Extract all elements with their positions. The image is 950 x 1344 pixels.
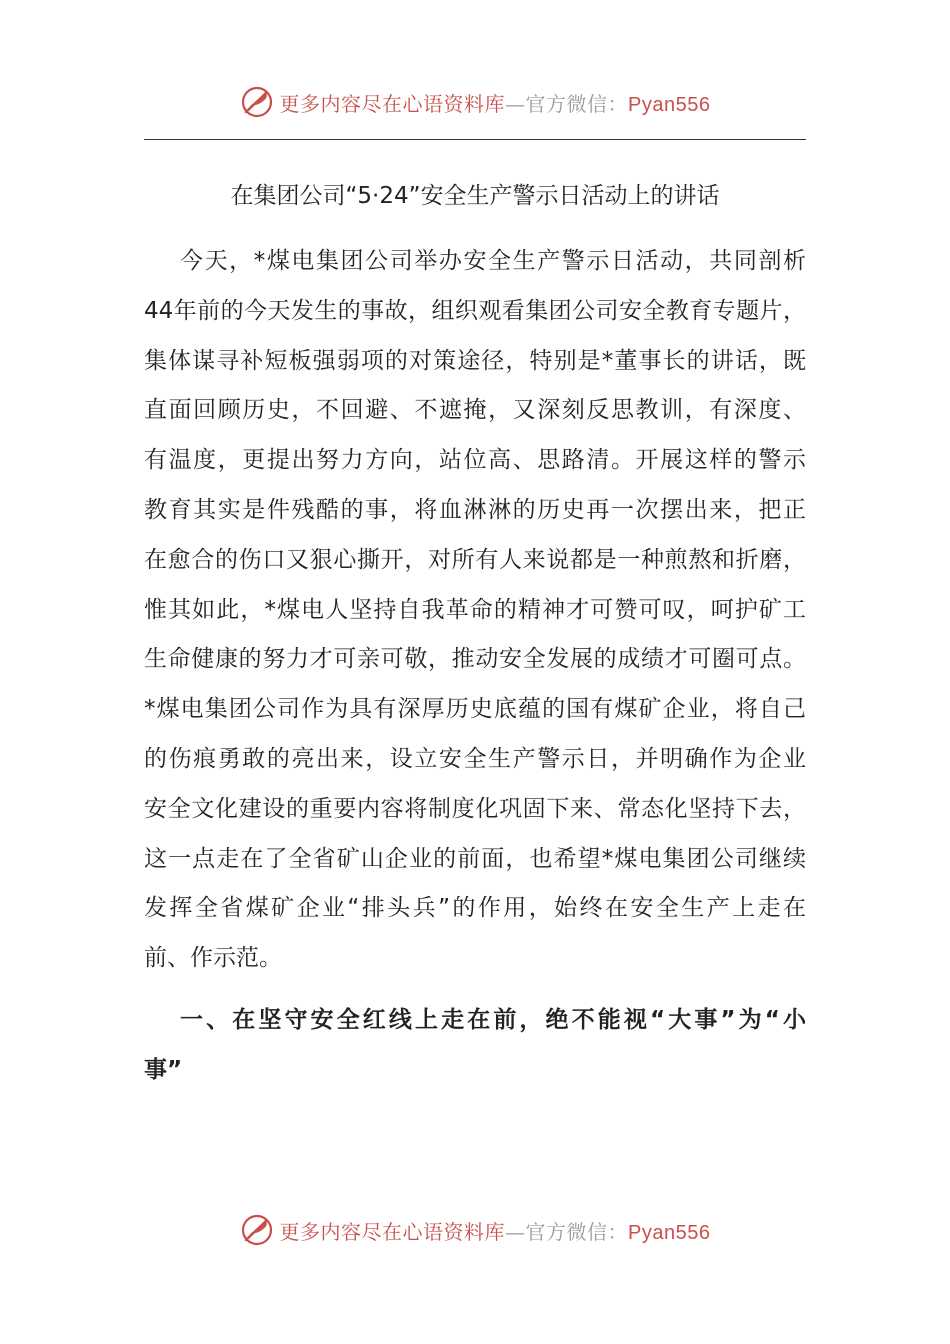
banner-label: 官方微信： xyxy=(525,91,629,116)
body-paragraph xyxy=(144,237,806,984)
wechat-id: Pyan556 xyxy=(628,93,711,116)
paragraph-line: 生命健康的努力才可亲可敬，推动安全发展的成绩才可圈可点。 xyxy=(144,646,806,673)
paragraph-line: 的伤痕勇敢的亮出来，设立安全生产警示日，并明确作为企业 xyxy=(144,745,806,772)
header-banner xyxy=(0,82,950,122)
wechat-id: Pyan556 xyxy=(628,1221,711,1244)
paragraph-line: 集体谋寻补短板强弱项的对策途径，特别是*董事长的讲话，既 xyxy=(144,347,806,374)
paragraph-line: 惟其如此，*煤电人坚持自我革命的精神才可赞可叹，呵护矿工 xyxy=(144,596,806,623)
paragraph-line: *煤电集团公司作为具有深厚历史底蕴的国有煤矿企业，将自己 xyxy=(144,696,806,723)
quill-pen-logo-icon xyxy=(240,1213,274,1247)
header-divider xyxy=(144,139,806,140)
banner-label: 官方微信： xyxy=(525,1219,629,1244)
heading-line: 事” xyxy=(144,1056,183,1083)
document-title: 在集团公司“5·24”安全生产警示日活动上的讲话 xyxy=(230,183,720,209)
paragraph-line: 前、作示范。 xyxy=(144,945,282,972)
banner-text xyxy=(280,88,711,117)
paragraph-line: 教育其实是件残酷的事，将血淋淋的历史再一次摆出来，把正 xyxy=(144,496,806,523)
paragraph-line: 44年前的今天发生的事故，组织观看集团公司安全教育专题片， xyxy=(144,297,806,324)
quill-pen-logo-icon xyxy=(240,85,274,119)
banner-text xyxy=(280,1216,711,1245)
paragraph-line: 发挥全省煤矿企业“排头兵”的作用，始终在安全生产上走在 xyxy=(144,895,806,922)
banner-dash: — xyxy=(505,91,526,116)
banner-main: 更多内容尽在心语资料库 xyxy=(279,1219,506,1244)
heading-line: 一、在坚守安全红线上走在前，绝不能视“大事”为“小 xyxy=(180,1007,806,1033)
paragraph-line: 这一点走在了全省矿山企业的前面，也希望*煤电集团公司继续 xyxy=(144,845,806,872)
banner-main: 更多内容尽在心语资料库 xyxy=(279,91,506,116)
paragraph-line: 有温度，更提出努力方向，站位高、思路清。开展这样的警示 xyxy=(144,447,806,474)
paragraph-line: 今天，*煤电集团公司举办安全生产警示日活动，共同剖析 xyxy=(180,248,806,274)
paragraph-line: 在愈合的伤口又狠心撕开，对所有人来说都是一种煎熬和折磨， xyxy=(144,546,806,573)
footer-banner xyxy=(0,1210,950,1250)
paragraph-line: 安全文化建设的重要内容将制度化巩固下来、常态化坚持下去， xyxy=(144,795,806,822)
paragraph-line: 直面回顾历史，不回避、不遮掩，又深刻反思教训，有深度、 xyxy=(144,397,806,424)
banner-dash: — xyxy=(505,1219,526,1244)
section-heading xyxy=(144,996,806,1096)
